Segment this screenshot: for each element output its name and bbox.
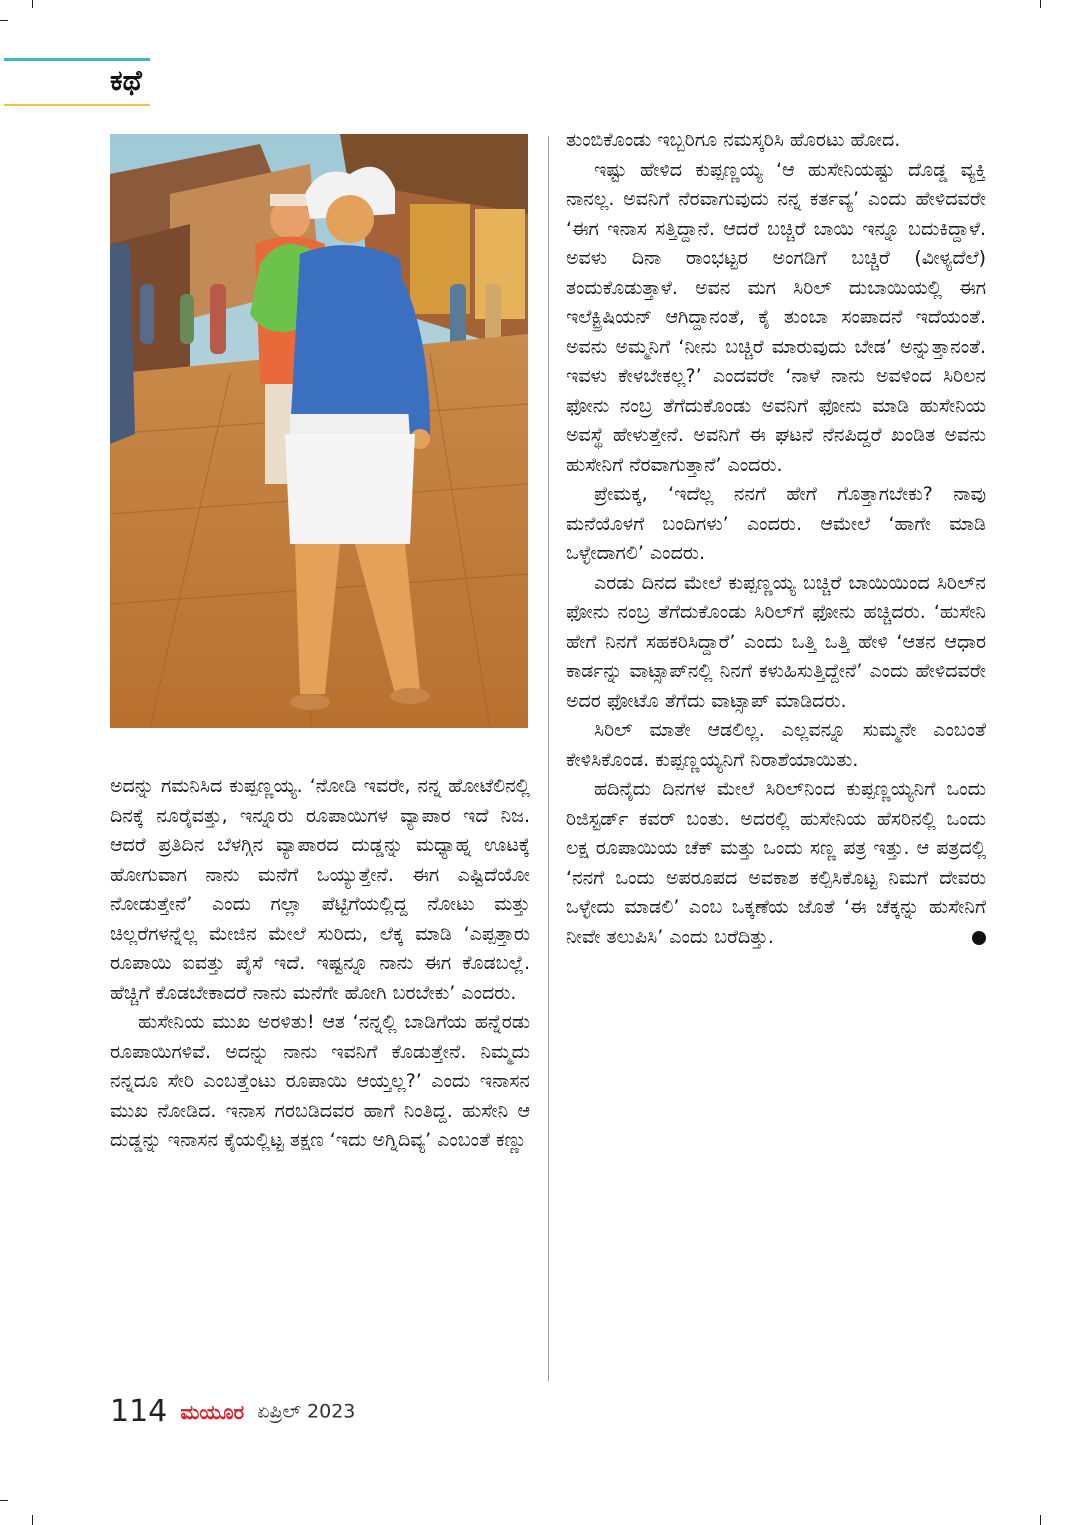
crop-mark bbox=[0, 20, 8, 21]
page-footer bbox=[110, 1394, 355, 1434]
paragraph: ಎರಡು ದಿನದ ಮೇಲೆ ಕುಪ್ಪಣ್ಣಯ್ಯ ಬಚ್ಚಿರೆ ಬಾಯಿಯಿಂದ ಸಿರಿಲ್‌ನ ಫೋನು ನಂಬ್ರ ತೆಗೆದುಕೊಂಡು ಸಿರಿಲ್‌ಗೆ ಫೋನು ಹಚ್ಚಿದರು. ‘ಹುಸೇನಿ ಹೇಗೆ ನಿನಗೆ ಸಹಕರಿಸಿದ್ದಾರೆ’ ಎಂದು ಒತ್ತಿ ಒತ್ತಿ ಹೇಳಿ ‘ಆತನ ಆಧಾರ ಕಾರ್ಡನ್ನು ವಾಟ್ಸಾಪ್‌ನಲ್ಲಿ ನಿನಗೆ ಕಳುಹಿಸುತ್ತಿದ್ದೇನೆ’ ಎಂದು ಹೇಳಿದವರೇ ಅದರ ಫೋಟೊ ತೆಗೆದು ವಾಟ್ಸಾಪ್ ಮಾಡಿದರು. bbox=[566, 571, 986, 712]
section-rule-top bbox=[4, 58, 150, 61]
paragraph: ತುಂಬಿಕೊಂಡು ಇಬ್ಬರಿಗೂ ನಮಸ್ಕರಿಸಿ ಹೊರಟು ಹೋದ. bbox=[566, 129, 901, 151]
paragraph: ಇಷ್ಟು ಹೇಳಿದ ಕುಪ್ಪಣ್ಣಯ್ಯ ‘ಆ ಹುಸೇನಿಯಷ್ಟು ದೊಡ್ಡ ವ್ಯಕ್ತಿ ನಾನಲ್ಲ. ಅವನಿಗೆ ನೆರವಾಗುವುದು ನನ್ನ ಕರ್ತವ್ಯ’ ಎಂದು ಹೇಳಿದವರೇ ‘ಈಗ ಇನಾಸ ಸತ್ತಿದ್ದಾನೆ. ಆದರೆ ಬಚ್ಚಿರೆ ಬಾಯಿ ಇನ್ನೂ ಬದುಕಿದ್ದಾಳೆ. ಅವಳು ದಿನಾ ರಾಂಭಟ್ಟರ ಅಂಗಡಿಗೆ ಬಚ್ಚಿರೆ (ವೀಳ್ಯದೆಲೆ) ತಂದುಕೊಡುತ್ತಾಳೆ. ಅವನ ಮಗ ಸಿರಿಲ್ ದುಬಾಯಿಯಲ್ಲಿ ಈಗ ಇಲೆಕ್ಟ್ರಿಷಿಯನ್ ಆಗಿದ್ದಾನಂತೆ, ಕೈ ತುಂಬಾ ಸಂಪಾದನೆ ಇದೆಯಂತೆ. ಅವನು ಅಮ್ಮನಿಗೆ ‘ನೀನು ಬಚ್ಚಿರೆ ಮಾರುವುದು ಬೇಡ’ ಅನ್ನುತ್ತಾನಂತೆ. ಇವಳು ಕೇಳಬೇಕಲ್ಲ?’ ಎಂದವರೇ ‘ನಾಳೆ ನಾನು ಅವಳಿಂದ ಸಿರಿಲನ ಫೋನು ನಂಬ್ರ ತೆಗೆದುಕೊಂಡು ಅವನಿಗೆ ಫೋನು ಮಾಡಿ ಹುಸೇನಿಯ ಅವಸ್ಥೆ ಹೇಳುತ್ತೇನೆ. ಅವನಿಗೆ ಈ ಘಟನೆ ನೆನಪಿದ್ದರೆ ಖಂಡಿತ ಅವನು ಹುಸೇನಿಗೆ ನೆರವಾಗುತ್ತಾನೆ’ ಎಂದರು. bbox=[566, 158, 986, 476]
story-illustration bbox=[110, 134, 528, 728]
paragraph-final bbox=[566, 775, 986, 952]
paragraph: ಹುಸೇನಿಯ ಮುಖ ಅರಳಿತು! ಆತ ‘ನನ್ನಲ್ಲಿ ಬಾಡಿಗೆಯ ಹನ್ನೆರಡು ರೂಪಾಯಿಗಳಿವೆ. ಅದನ್ನು ನಾನು ಇವನಿಗೆ ಕೊಡುತ್ತೇನೆ. ನಿಮ್ಮದು ನನ್ನದೂ ಸೇರಿ ಎಂಬತ್ತೆಂಟು ರೂಪಾಯಿ ಆಯ್ತಲ್ಲ?’ ಎಂದು ಇನಾಸನ ಮುಖ ನೋಡಿದ. ಇನಾಸ ಗರಬಡಿದವರ ಹಾಗೆ ನಿಂತಿದ್ದ. ಹುಸೇನಿ ಆ ದುಡ್ಡನ್ನು ಇನಾಸನ ಕೈಯಲ್ಲಿಟ್ಟ ತಕ್ಷಣ ‘ಇದು ಅಗ್ನಿದಿವ್ಯ’ ಎಂಬಂತೆ ಕಣ್ಣು bbox=[110, 1011, 530, 1151]
crop-mark bbox=[32, 1515, 33, 1525]
section-label: ಕಥೆ bbox=[110, 64, 142, 97]
issue-date: ಏಪ್ರಿಲ್ 2023 bbox=[257, 1400, 356, 1423]
page-number: 114 bbox=[110, 1394, 168, 1429]
end-mark-icon bbox=[972, 931, 986, 945]
column-divider bbox=[548, 136, 549, 1381]
paragraph: ಸಿರಿಲ್ ಮಾತೇ ಆಡಲಿಲ್ಲ. ಎಲ್ಲವನ್ನೂ ಸುಮ್ಮನೇ ಎಂಬಂತೆ ಕೇಳಿಸಿಕೊಂಡ. ಕುಪ್ಪಣ್ಣಯ್ಯನಿಗೆ ನಿರಾಶೆಯಾಯಿತು. bbox=[566, 719, 986, 771]
paragraph: ಪ್ರೇಮಕ್ಕ, ‘ಇದೆಲ್ಲ ನನಗೆ ಹೇಗೆ ಗೊತ್ತಾಗಬೇಕು? ನಾವು ಮನೆಯೊಳಗೆ ಬಂದಿಗಳು’ ಎಂದರು. ಆಮೇಲೆ ‘ಹಾಗೇ ಮಾಡಿ ಒಳ್ಳೇದಾಗಲಿ’ ಎಂದರು. bbox=[566, 483, 986, 564]
crop-mark bbox=[1040, 1515, 1041, 1525]
crop-mark bbox=[32, 0, 33, 8]
crop-mark bbox=[0, 1500, 8, 1501]
paragraph: ಅದನ್ನು ಗಮನಿಸಿದ ಕುಪ್ಪಣ್ಣಯ್ಯ. ‘ನೋಡಿ ಇವರೇ, ನನ್ನ ಹೋಟೆಲಿನಲ್ಲಿ ದಿನಕ್ಕೆ ನೂರೈವತ್ತು, ಇನ್ನೂರು ರೂಪಾಯಿಗಳ ವ್ಯಾಪಾರ ಇದೆ ನಿಜ. ಆದರೆ ಪ್ರತಿದಿನ ಬೆಳಗ್ಗಿನ ವ್ಯಾಪಾರದ ದುಡ್ಡನ್ನು ಮಧ್ಯಾಹ್ನ ಊಟಕ್ಕೆ ಹೋಗುವಾಗ ನಾನು ಮನೆಗೆ ಒಯ್ಯುತ್ತೇನೆ. ಈಗ ಎಷ್ಟಿದೆಯೋ ನೋಡುತ್ತೇನೆ’ ಎಂದು ಗಲ್ಲಾ ಪೆಟ್ಟಿಗೆಯಲ್ಲಿದ್ದ ನೋಟು ಮತ್ತು ಚಿಲ್ಲರೆಗಳನ್ನೆಲ್ಲ ಮೇಜಿನ ಮೇಲೆ ಸುರಿದು, ಲೆಕ್ಕ ಮಾಡಿ ‘ಎಪ್ಪತ್ತಾರು ರೂಪಾಯಿ ಐವತ್ತು ಪೈಸೆ ಇದೆ. ಇಷ್ಟನ್ನೂ ನಾನು ಈಗ ಕೊಡಬಲ್ಲೆ. ಹೆಚ್ಚಿಗೆ ಕೊಡಬೇಕಾದರೆ ನಾನು ಮನೆಗೇ ಹೋಗಿ ಬರಬೇಕು’ ಎಂದರು. bbox=[110, 775, 530, 1004]
crop-mark bbox=[1040, 0, 1041, 8]
magazine-logo: ಮಯೂರ bbox=[180, 1399, 245, 1424]
paragraph-text: ಹದಿನೈದು ದಿನಗಳ ಮೇಲೆ ಸಿರಿಲ್‌ನಿಂದ ಕುಪ್ಪಣ್ಣಯ್ಯನಿಗೆ ಒಂದು ರಿಜಿಸ್ಟರ್ಡ್ ಕವರ್ ಬಂತು. ಅದರಲ್ಲಿ ಹುಸೇನಿಯ ಹೆಸರಿನಲ್ಲಿ ಒಂದು ಲಕ್ಷ ರೂಪಾಯಿಯ ಚೆಕ್ ಮತ್ತು ಒಂದು ಸಣ್ಣ ಪತ್ರ ಇತ್ತು. ಆ ಪತ್ರದಲ್ಲಿ ‘ನನಗೆ ಒಂದು ಅಪರೂಪದ ಅವಕಾಶ ಕಲ್ಪಿಸಿಕೊಟ್ಟ ನಿಮಗೆ ದೇವರು ಒಳ್ಳೇದು ಮಾಡಲಿ’ ಎಂಬ ಒಕ್ಕಣೆಯ ಜೊತೆ ‘ಈ ಚೆಕ್ಕನ್ನು ಹುಸೇನಿಗೆ ನೀವೇ ತಲುಪಿಸಿ’ ಎಂದು ಬರೆದಿತ್ತು. bbox=[566, 778, 986, 948]
article-left-column bbox=[110, 772, 530, 1156]
article-right-column bbox=[566, 126, 986, 952]
section-rule-bottom bbox=[4, 104, 150, 106]
